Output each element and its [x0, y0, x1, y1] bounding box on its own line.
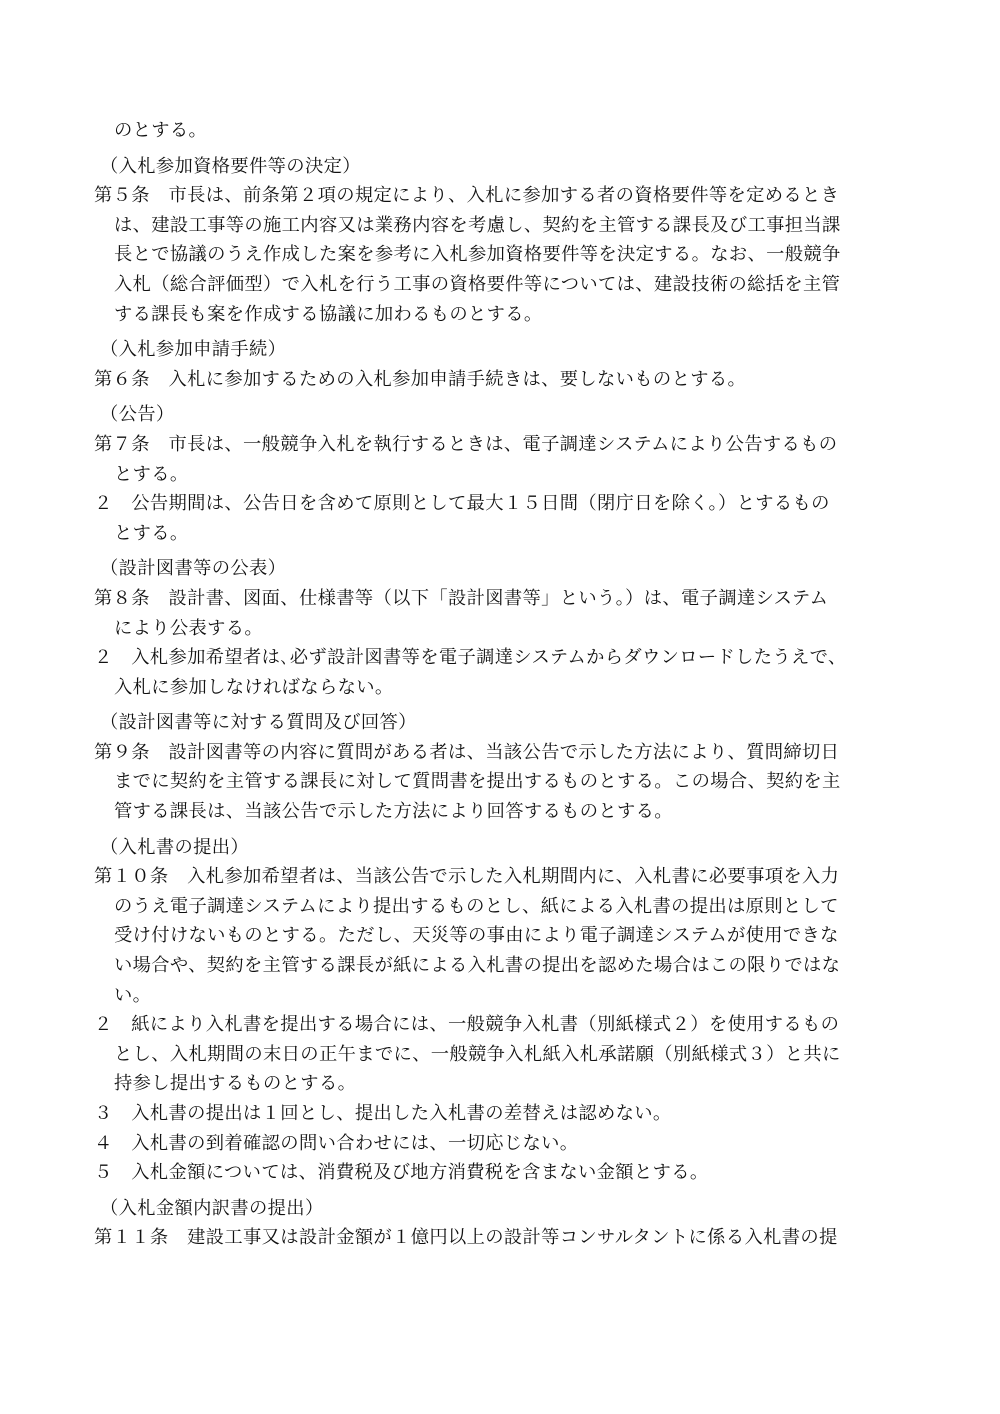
- article-line: ２ 入札参加希望者は､必ず設計図書等を電子調達システムからダウンロードしたうえで、: [94, 647, 847, 669]
- article-caption: （入札書の提出）: [100, 836, 250, 858]
- article-line: 第１１条 建設工事又は設計金額が１億円以上の設計等コンサルタントに係る入札書の提: [94, 1227, 838, 1249]
- article-line: ３ 入札書の提出は１回とし、提出した入札書の差替えは認めない。: [94, 1103, 672, 1124]
- article-line: 第９条 設計図書等の内容に質問がある者は、当該公告で示した方法により、質問締切日: [94, 741, 840, 763]
- article-line: 第７条 市長は、一般競争入札を執行するときは、電子調達システムにより公告するもの: [94, 433, 838, 455]
- article-caption: （入札金額内訳書の提出）: [100, 1197, 324, 1219]
- continuation-line: 入札に参加しなければならない。: [114, 676, 394, 698]
- continuation-line: のうえ電子調達システムにより提出するものとし、紙による入札書の提出は原則として: [114, 895, 839, 917]
- continuation-line: 持参し提出するものとする。: [114, 1073, 357, 1095]
- article-line: 第５条 市長は、前条第２項の規定により、入札に参加する者の資格要件等を定めるとき: [94, 185, 840, 207]
- continuation-line: 長とで協議のうえ作成した案を参考に入札参加資格要件等を決定する。なお、一般競争: [114, 244, 841, 266]
- continuation-line: とし、入札期間の末日の正午までに、一般競争入札紙入札承諾願（別紙様式３）と共に: [114, 1043, 841, 1065]
- continuation-line: い場合や、契約を主管する課長が紙による入札書の提出を認めた場合はこの限りではな: [114, 955, 841, 977]
- continuation-line: とする。: [114, 463, 189, 485]
- article-line: ５ 入札金額については、消費税及び地方消費税を含まない金額とする。: [94, 1162, 709, 1184]
- continuation-line: は、建設工事等の施工内容又は業務内容を考慮し、契約を主管する課長及び工事担当課: [114, 214, 841, 236]
- article-line: ２ 公告期間は、公告日を含めて原則として最大１５日間（閉庁日を除く。）とするもの: [94, 493, 830, 515]
- article-line: 第８条 設計書、図面、仕様書等（以下「設計図書等」という。）は、電子調達システム: [94, 587, 829, 609]
- article-caption: （入札参加申請手続）: [100, 339, 287, 361]
- article-caption: （設計図書等に対する質問及び回答）: [100, 712, 417, 734]
- article-caption: （公告）: [100, 404, 175, 426]
- article-line: ４ 入札書の到着確認の問い合わせには、一切応じない。: [94, 1132, 579, 1154]
- article-caption: （入札参加資格要件等の決定）: [100, 155, 361, 177]
- continuation-line: い。: [114, 984, 152, 1006]
- continuation-line: する課長も案を作成する協議に加わるものとする。: [114, 303, 543, 325]
- continuation-line: 入札（総合評価型）で入札を行う工事の資格要件等については、建設技術の総括を主管: [114, 273, 841, 295]
- continuation-line: 管する課長は、当該公告で示した方法により回答するものとする。: [114, 801, 673, 823]
- continuation-line: とする。: [114, 522, 189, 544]
- continuation-line: までに契約を主管する課長に対して質問書を提出するものとする。この場合、契約を主: [114, 771, 841, 793]
- article-caption: （設計図書等の公表）: [100, 558, 287, 580]
- continuation-line: 受け付けないものとする。ただし、天災等の事由により電子調達システムが使用できな: [114, 925, 839, 947]
- continuation-line: により公表する。: [114, 617, 264, 639]
- article-line: 第１０条 入札参加希望者は、当該公告で示した入札期間内に、入札書に必要事項を入力: [94, 866, 840, 888]
- article-line: 第６条 入札に参加するための入札参加申請手続きは、要しないものとする。: [94, 368, 747, 390]
- article-line: ２ 紙により入札書を提出する場合には、一般競争入札書（別紙様式２）を使用するもの: [94, 1014, 840, 1036]
- document-body: [94, 116, 906, 1253]
- continuation-line: のとする。: [114, 120, 208, 141]
